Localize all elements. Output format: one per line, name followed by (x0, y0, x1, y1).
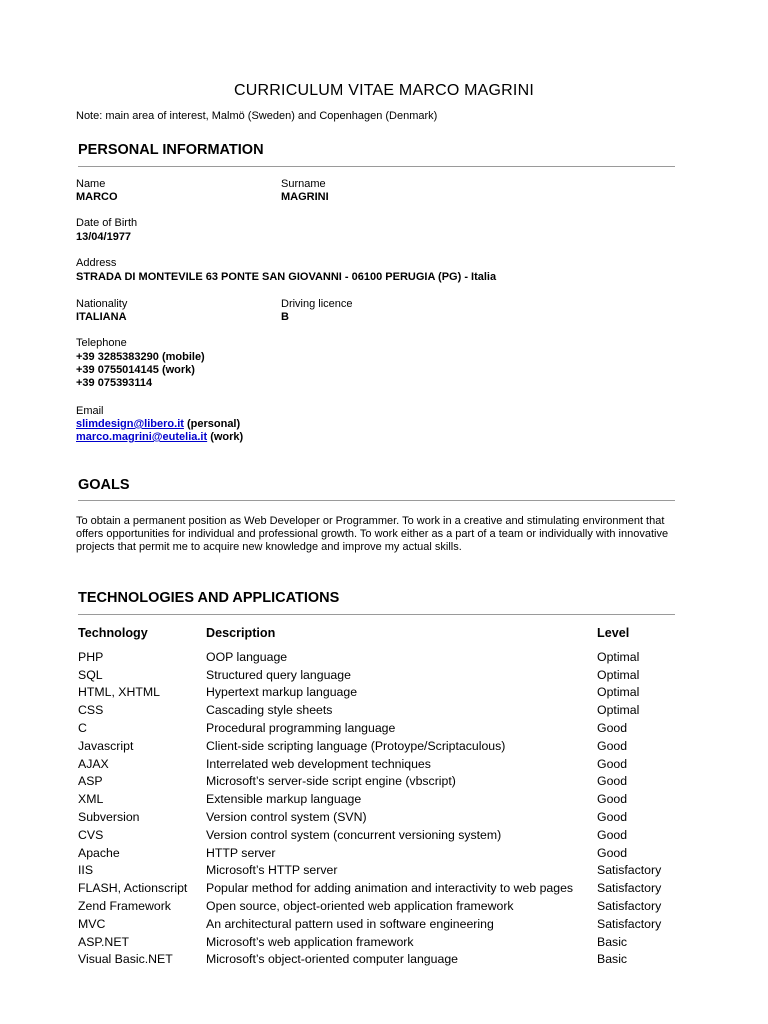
name-label: Name (76, 178, 106, 190)
table-row (76, 897, 687, 915)
section-divider (78, 166, 675, 167)
technology-cell: Visual Basic.NET (78, 952, 173, 967)
section-divider (78, 614, 675, 615)
technology-cell: CVS (78, 827, 104, 842)
description-cell: Microsoft’s HTTP server (206, 863, 338, 878)
description-cell: Popular method for adding animation and interactivity to web pages (206, 881, 574, 896)
technology-cell: Javascript (78, 738, 134, 753)
level-cell: Satisfactory (597, 881, 662, 896)
level-cell: Good (597, 756, 628, 771)
description-cell: Hypertext markup language (206, 685, 358, 700)
personal-info-heading: PERSONAL INFORMATION (78, 142, 264, 158)
description-cell: Extensible markup language (206, 792, 362, 807)
email-personal-link[interactable]: slimdesign@libero.it (76, 418, 184, 430)
technology-cell: SQL (78, 667, 103, 682)
technologies-table (76, 626, 687, 968)
level-cell: Optimal (597, 649, 640, 664)
level-cell: Optimal (597, 685, 640, 700)
technology-cell: ASP (78, 774, 103, 789)
column-header-level: Level (597, 626, 630, 640)
table-row (76, 826, 687, 844)
email-personal-note: (personal) (183, 418, 241, 430)
level-cell: Optimal (597, 667, 640, 682)
level-cell: Basic (597, 934, 628, 949)
level-cell: Basic (597, 952, 628, 967)
description-cell: Version control system (SVN) (206, 810, 367, 825)
description-cell: An architectural pattern used in software engineering (206, 916, 494, 931)
description-cell: Structured query language (206, 667, 351, 682)
dob-label: Date of Birth (76, 217, 138, 229)
technology-cell: IIS (78, 863, 94, 878)
description-cell: OOP language (206, 649, 288, 664)
column-header-description: Description (206, 626, 276, 640)
telephone-mobile: +39 3285383290 (mobile) (76, 351, 205, 363)
driving-licence-value: B (281, 311, 289, 323)
table-row (76, 879, 687, 897)
description-cell: Open source, object-oriented web application framework (206, 899, 514, 914)
telephone-other: +39 075393114 (76, 377, 153, 389)
table-row (76, 755, 687, 773)
technology-cell: C (78, 721, 87, 736)
table-row (76, 773, 687, 791)
table-row (76, 915, 687, 933)
email-work-link[interactable]: marco.magrini@eutelia.it (76, 431, 208, 443)
document-title: CURRICULUM VITAE MARCO MAGRINI (234, 82, 534, 99)
technology-cell: FLASH, Actionscript (78, 881, 188, 896)
email-label: Email (76, 405, 104, 417)
technologies-heading: TECHNOLOGIES AND APPLICATIONS (78, 590, 340, 606)
level-cell: Good (597, 774, 628, 789)
description-cell: Cascading style sheets (206, 703, 333, 718)
table-row (76, 719, 687, 737)
table-row (76, 862, 687, 880)
email-work-row (76, 431, 243, 443)
dob-value: 13/04/1977 (76, 231, 132, 243)
column-header-technology: Technology (78, 626, 148, 640)
technology-cell: Subversion (78, 810, 140, 825)
description-cell: Procedural programming language (206, 721, 396, 736)
description-cell: Client-side scripting language (Protoype/Scriptaculous) (206, 738, 506, 753)
level-cell: Good (597, 827, 628, 842)
table-row (76, 790, 687, 808)
description-cell: Microsoft’s server-side script engine (vbscript) (206, 774, 456, 789)
level-cell: Good (597, 845, 628, 860)
email-work-note: (work) (207, 431, 244, 443)
table-row (76, 737, 687, 755)
level-cell: Satisfactory (597, 916, 662, 931)
address-value: STRADA DI MONTEVILE 63 PONTE SAN GIOVANNI - 06100 PERUGIA (PG) - Italia (76, 271, 497, 283)
table-row (76, 684, 687, 702)
surname-label: Surname (281, 178, 326, 190)
technology-cell: AJAX (78, 756, 109, 771)
technology-cell: MVC (78, 916, 106, 931)
level-cell: Satisfactory (597, 899, 662, 914)
description-cell: Microsoft’s object-oriented computer language (206, 952, 458, 967)
table-row (76, 951, 687, 969)
technology-cell: CSS (78, 703, 104, 718)
telephone-work: +39 0755014145 (work) (76, 364, 195, 376)
goals-paragraph: To obtain a permanent position as Web Developer or Programmer. To work in a creative and stimulating environment that offers opportunities for individual and professional growth. To work either as a part of a team or individually with innovative projects that permit me to acquire new knowledge and improve my actual skills. (76, 515, 669, 554)
technology-cell: ASP.NET (78, 934, 130, 949)
goals-heading: GOALS (78, 477, 130, 493)
level-cell: Good (597, 738, 628, 753)
level-cell: Good (597, 810, 628, 825)
technology-cell: PHP (78, 649, 104, 664)
table-header-row (76, 626, 687, 648)
table-row (76, 844, 687, 862)
technology-cell: Apache (78, 845, 120, 860)
driving-licence-label: Driving licence (281, 298, 353, 310)
note-text: Note: main area of interest, Malmö (Sweden) and Copenhagen (Denmark) (76, 110, 438, 122)
table-row (76, 701, 687, 719)
description-cell: HTTP server (206, 845, 276, 860)
nationality-value: ITALIANA (76, 311, 127, 323)
description-cell: Interrelated web development techniques (206, 756, 431, 771)
technology-cell: HTML, XHTML (78, 685, 160, 700)
table-row (76, 648, 687, 666)
address-label: Address (76, 257, 117, 269)
section-divider (78, 500, 675, 501)
email-personal-row (76, 418, 240, 430)
nationality-label: Nationality (76, 298, 128, 310)
telephone-label: Telephone (76, 337, 127, 349)
table-row (76, 808, 687, 826)
description-cell: Microsoft’s web application framework (206, 934, 414, 949)
level-cell: Optimal (597, 703, 640, 718)
level-cell: Good (597, 792, 628, 807)
description-cell: Version control system (concurrent versioning system) (206, 827, 502, 842)
level-cell: Satisfactory (597, 863, 662, 878)
technology-cell: XML (78, 792, 104, 807)
level-cell: Good (597, 721, 628, 736)
surname-value: MAGRINI (281, 191, 329, 203)
name-value: MARCO (76, 191, 118, 203)
table-row (76, 666, 687, 684)
technology-cell: Zend Framework (78, 899, 171, 914)
table-row (76, 933, 687, 951)
